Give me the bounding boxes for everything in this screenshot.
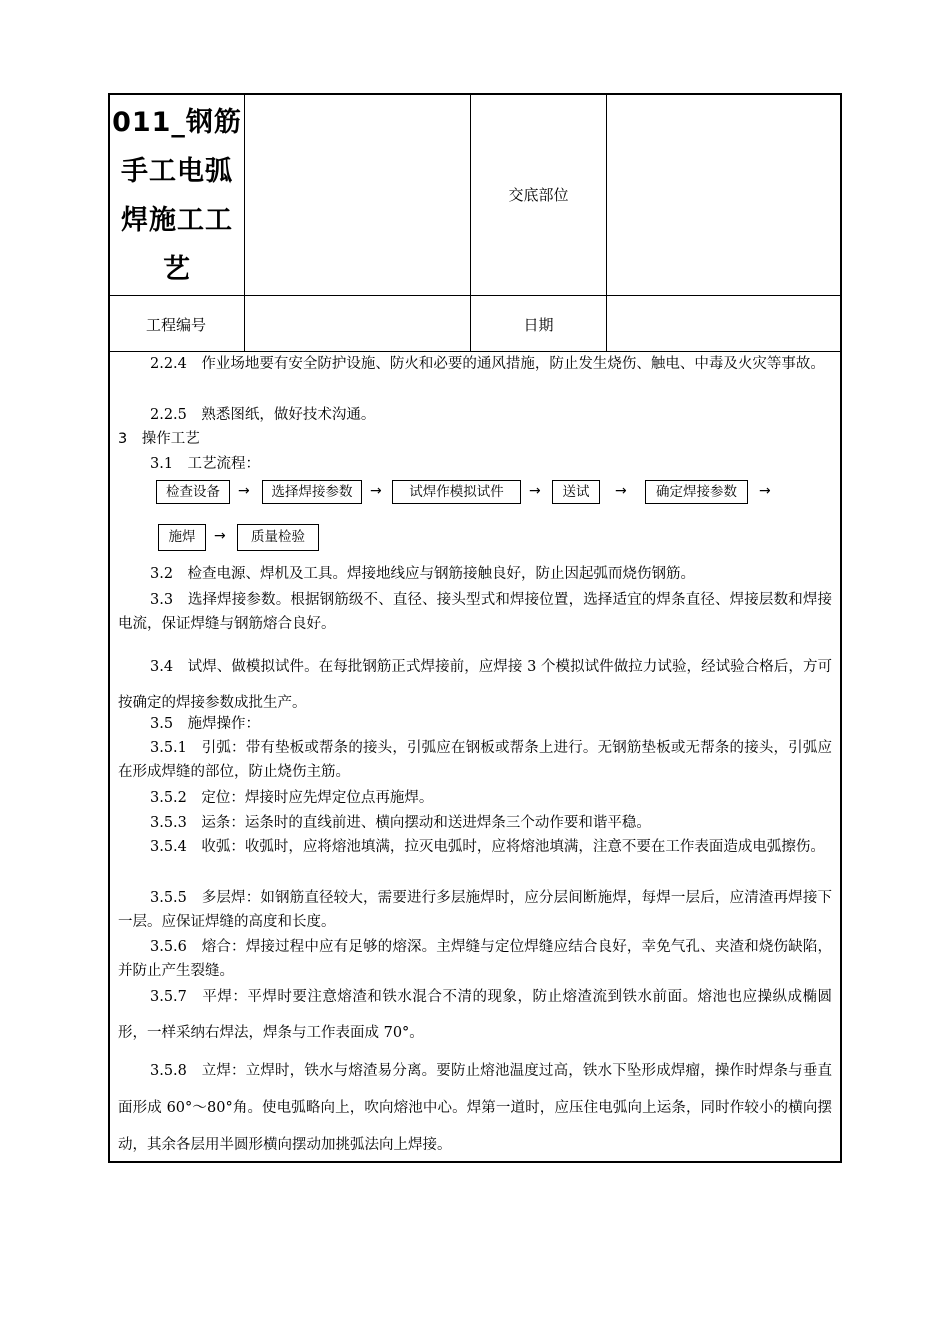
flow-step: 施焊 bbox=[158, 524, 206, 551]
title-line: 焊施工工 bbox=[121, 205, 233, 236]
paragraph-3-5-8: 3.5.8 立焊：立焊时，铁水与熔渣易分离。要防止熔池温度过高，铁水下坠形成焊瘤，操作时焊条与垂直面形成 60°～80°角。使电弧略向上，吹向熔池中心。焊第一道时，应压住电弧向上运条，同时作较小的横向摆动，其余各层用半圆形横向摆动加挑弧法向上焊接。 bbox=[118, 1063, 832, 1153]
paragraph-3-5-1: 3.5.1 引弧：带有垫板或帮条的接头，引弧应在钢板或帮条上进行。无钢筋垫板或无帮条的接头，引弧应在形成焊缝的部位，防止烧伤主筋。 bbox=[118, 740, 832, 780]
document-title bbox=[110, 98, 244, 294]
title-line: 011_钢筋 bbox=[112, 107, 242, 138]
flow-arrow-icon: → bbox=[529, 483, 541, 499]
flow-arrow-icon: → bbox=[370, 483, 382, 499]
flow-arrow-icon: → bbox=[214, 528, 226, 544]
paragraph-3-5: 3.5 施焊操作： bbox=[150, 716, 261, 732]
paragraph-3-5-4: 3.5.4 收弧：收弧时，应将熔池填满，拉灭电弧时，应将熔池填满，注意不要在工作表面造成电弧擦伤。 bbox=[150, 839, 825, 855]
flow-step: 检查设备 bbox=[156, 480, 230, 504]
paragraph-3-1: 3.1 工艺流程： bbox=[150, 456, 261, 472]
flow-step: 确定焊接参数 bbox=[645, 480, 748, 504]
flow-step: 试焊作模拟试件 bbox=[392, 480, 521, 504]
table-divider bbox=[606, 93, 607, 351]
paragraph-3-5-5: 3.5.5 多层焊：如钢筋直径较大，需要进行多层施焊时，应分层间断施焊，每焊一层后，应清渣再焊接下一层。应保证焊缝的高度和长度。 bbox=[118, 890, 832, 930]
paragraph-3-3: 3.3 选择焊接参数。根据钢筋级不、直径、接头型式和焊接位置，选择适宜的焊条直径、焊接层数和焊接电流，保证焊缝与钢筋熔合良好。 bbox=[118, 592, 832, 632]
title-line: 艺 bbox=[163, 254, 191, 285]
paragraph-3-5-7: 3.5.7 平焊：平焊时要注意熔渣和铁水混合不清的现象，防止熔渣流到铁水前面。熔池也应操纵成椭圆形，一样采纳右焊法，焊条与工作表面成 70°。 bbox=[118, 989, 832, 1041]
paragraph-3-5-6: 3.5.6 熔合：焊接过程中应有足够的熔深。主焊缝与定位焊缝应结合良好，幸免气孔、夹渣和烧伤缺陷，并防止产生裂缝。 bbox=[118, 939, 832, 979]
table-divider bbox=[244, 93, 245, 351]
paragraph-3-2: 3.2 检查电源、焊机及工具。焊接地线应与钢筋接触良好，防止因起弧而烧伤钢筋。 bbox=[150, 566, 696, 582]
paragraph-3-5-2: 3.5.2 定位：焊接时应先焊定位点再施焊。 bbox=[150, 790, 434, 806]
title-line: 手工电弧 bbox=[121, 156, 233, 187]
disclosure-label: 交底部位 bbox=[508, 186, 569, 204]
paragraph-3-5-3: 3.5.3 运条：运条时的直线前进、横向摆动和送进焊条三个动作要和谐平稳。 bbox=[150, 815, 651, 831]
paragraph-2-2-5: 2.2.5 熟悉图纸，做好技术沟通。 bbox=[150, 407, 376, 423]
flow-step: 质量检验 bbox=[237, 524, 319, 551]
table-divider bbox=[470, 93, 471, 351]
table-divider bbox=[108, 295, 842, 296]
flow-step: 选择焊接参数 bbox=[262, 480, 362, 504]
paragraph-2-2-4: 2.2.4 作业场地要有安全防护设施、防火和必要的通风措施，防止发生烧伤、触电、中毒及火灾等事故。 bbox=[150, 356, 825, 372]
date-label: 日期 bbox=[523, 316, 554, 334]
section-heading: 3 操作工艺 bbox=[118, 431, 200, 447]
paragraph-3-4: 3.4 试焊、做模拟试件。在每批钢筋正式焊接前，应焊接 3 个模拟试件做拉力试验，经试验合格后，方可按确定的焊接参数成批生产。 bbox=[118, 659, 832, 711]
flow-arrow-icon: → bbox=[238, 483, 250, 499]
flow-arrow-icon: → bbox=[759, 483, 771, 499]
project-no-label: 工程编号 bbox=[145, 316, 206, 334]
flow-arrow-icon: → bbox=[615, 483, 627, 499]
flow-step: 送试 bbox=[552, 480, 600, 504]
